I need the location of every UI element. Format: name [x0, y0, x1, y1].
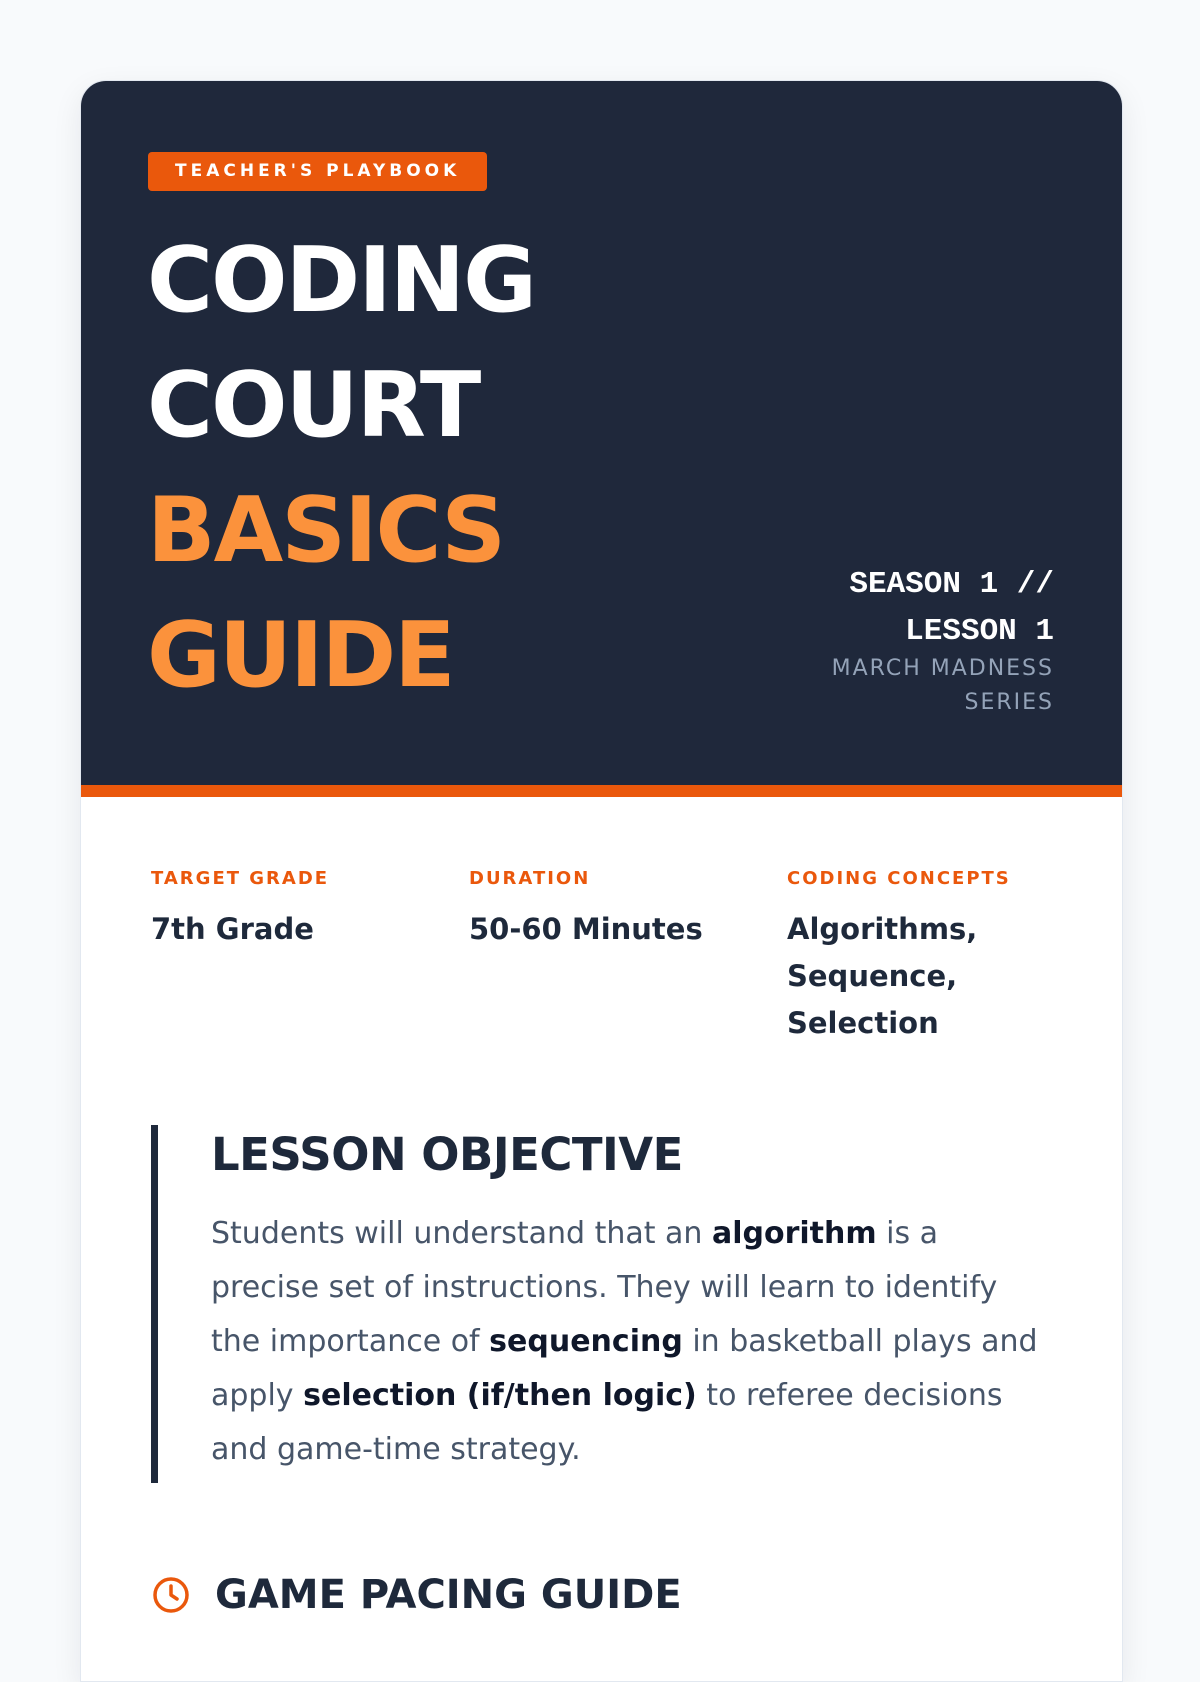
- clock-icon: [151, 1575, 191, 1615]
- playbook-badge: TEACHER'S PLAYBOOK: [148, 152, 487, 191]
- lesson-label: LESSON 1: [905, 614, 1054, 649]
- meta-label: TARGET GRADE: [151, 868, 330, 889]
- objective-text-part: to referee decisions and game-time strategy.: [211, 1378, 1003, 1467]
- objective-text-part: is a precise set of instructions. They will learn to identify the importance of: [211, 1216, 998, 1359]
- objective-text-part: in basketball plays and apply: [211, 1324, 1038, 1413]
- objective-heading: LESSON OBJECTIVE: [211, 1128, 683, 1181]
- hero-header: [81, 81, 1122, 785]
- season-label: SEASON 1 //: [849, 567, 1054, 602]
- objective-term-selection: selection (if/then logic): [303, 1378, 697, 1413]
- pacing-heading: GAME PACING GUIDE: [215, 1572, 682, 1618]
- meta-value: 50-60 Minutes: [469, 912, 703, 946]
- title-line-court: COURT: [147, 353, 480, 458]
- meta-label: DURATION: [469, 868, 591, 889]
- objective-text: [211, 1207, 1051, 1477]
- meta-target-grade: [151, 868, 431, 953]
- meta-coding-concepts: [787, 868, 1057, 1047]
- hero-accent-bar: [81, 785, 1122, 797]
- title-line-coding: CODING: [147, 228, 535, 333]
- objective-term-sequencing: sequencing: [489, 1324, 683, 1359]
- meta-value: 7th Grade: [151, 912, 314, 946]
- meta-duration: [469, 868, 769, 953]
- title-line-basics: BASICS: [147, 478, 505, 583]
- lesson-card: [80, 80, 1123, 1682]
- title-line-guide: GUIDE: [147, 603, 454, 708]
- objective-term-algorithm: algorithm: [711, 1216, 877, 1251]
- objective-text-part: Students will understand that an: [211, 1216, 712, 1251]
- season-lesson-label: [734, 561, 1054, 655]
- meta-value: Algorithms, Sequence, Selection: [787, 912, 978, 1040]
- series-label: MARCH MADNESS SERIES: [831, 656, 1054, 715]
- lesson-objective-section: [151, 1125, 1064, 1483]
- meta-label: CODING CONCEPTS: [787, 868, 1011, 889]
